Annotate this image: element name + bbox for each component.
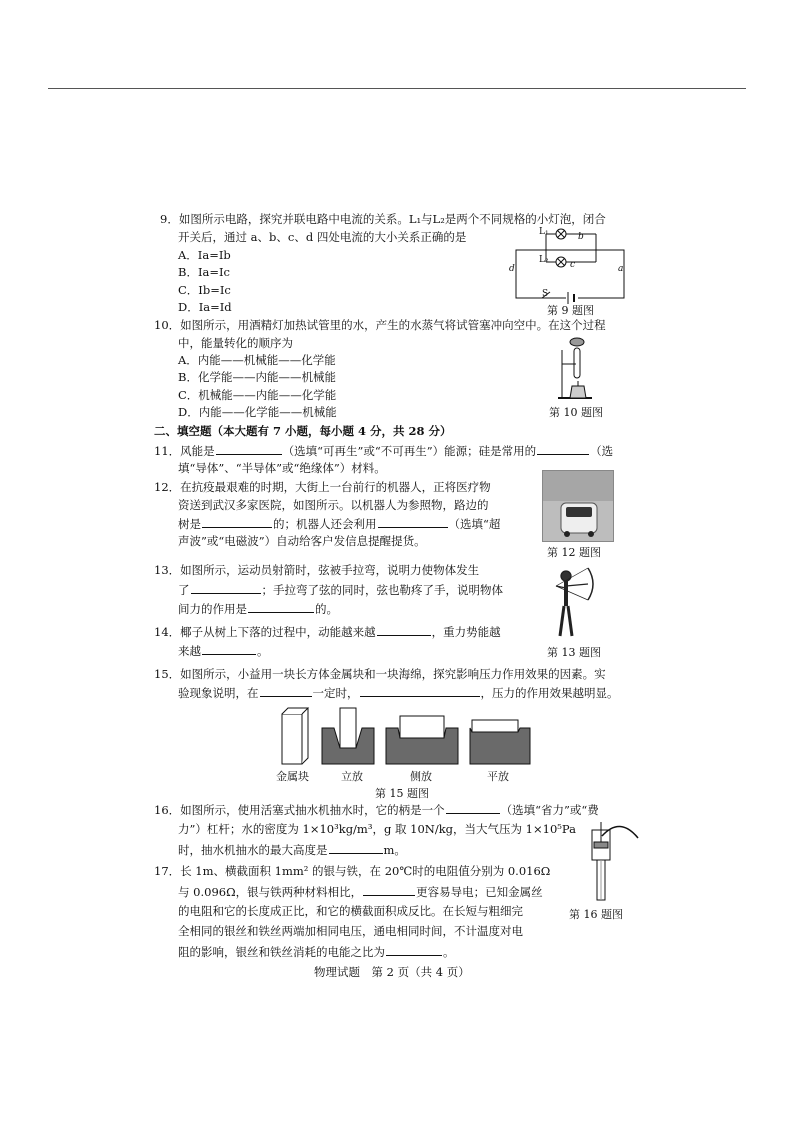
q9-label-c: c [570,260,576,270]
q9-label-s: S [542,289,549,299]
q10-option-b: B．化学能——内能——机械能 [178,370,336,384]
q16-line3: 时，抽水机抽水的最大高度是 m。 [178,843,406,857]
q15-sponge-diagram [276,704,536,766]
q16-line1: 16．如图所示，使用活塞式抽水机抽水时，它的柄是一个 （选填“省力”或“费 [154,803,599,817]
q13-archer-figure [548,566,598,640]
q12-blank-2[interactable] [378,516,448,528]
q15-label-flat: 平放 [487,770,509,783]
q15-blank-2[interactable] [360,685,480,697]
q11-line1: 11．风能是 （选填“可再生”或“不可再生”）能源；硅是常用的 （选 [154,444,614,458]
q13-caption: 第 13 题图 [547,646,601,659]
q13-line1: 13．如图所示，运动员射箭时，弦被手拉弯，说明力使物体发生 [154,563,480,577]
q11-blank-2[interactable] [537,443,589,455]
q15-blank-1[interactable] [260,685,312,697]
q17-line4: 全相同的银丝和铁丝两端加相同电压，通电相同时间，不计温度对电 [178,924,523,938]
q17-line5: 阻的影响，银丝和铁丝消耗的电能之比为 。 [178,945,455,959]
q17-line2: 与 0.096Ω，银与铁两种材料相比， 更容易导电；已知金属丝 [178,885,543,899]
page-footer: 物理试题 第 2 页（共 4 页） [314,965,470,979]
q9-line1: 9．如图所示电路，探究并联电路中电流的关系。L₁与L₂是两个不同规格的小灯泡，闭合 [160,212,606,226]
q13-blank-1[interactable] [191,582,261,594]
q16-line2: 力”）杠杆；水的密度为 1×10³kg/m³，g 取 10N/kg，当大气压为 1×10⁵Pa [178,822,576,836]
q12-line3: 树是 的；机器人还会利用 （选填“超 [178,517,501,531]
q15-label-side: 侧放 [410,770,432,783]
q9-caption: 第 9 题图 [547,304,594,317]
q13-blank-2[interactable] [248,601,314,613]
q10-line2: 中，能量转化的顺序为 [178,336,293,350]
q9-option-b: B．Ia=Ic [178,265,230,279]
q11-line2: 填“导体”、“半导体”或“绝缘体”）材料。 [178,461,386,475]
q9-label-b: b [578,232,584,242]
q16-blank-1[interactable] [446,802,500,814]
q17-line1: 17．长 1m、横截面积 1mm² 的银与铁，在 20℃时的电阻值分别为 0.016Ω [154,864,551,878]
q15-label-metal: 金属块 [276,770,309,783]
q16-pump-diagram [584,816,640,902]
q15-caption: 第 15 题图 [375,787,429,800]
q14-line2: 来越 。 [178,644,269,658]
q14-blank-1[interactable] [377,624,431,636]
q17-blank-2[interactable] [386,944,442,956]
q13-line2: 了 ；手拉弯了弦的同时，弦也勒疼了手，说明物体 [178,583,503,597]
header-rule [48,88,746,89]
q16-caption: 第 16 题图 [569,908,623,921]
q10-caption: 第 10 题图 [549,406,603,419]
q9-label-a: a [618,264,624,274]
q10-option-a: A．内能——机械能——化学能 [178,353,336,367]
q14-blank-2[interactable] [202,643,256,655]
q17-blank-1[interactable] [363,884,415,896]
q12-line2: 资送到武汉多家医院，如图所示。以机器人为参照物，路边的 [178,498,489,512]
q15-line2: 验现象说明，在 一定时， ，压力的作用效果越明显。 [178,686,619,700]
q9-label-d: d [509,264,515,274]
q12-caption: 第 12 题图 [547,546,601,559]
q13-line3: 间力的作用是 的。 [178,602,338,616]
q12-line4: 声波”或“电磁波”）自动给客户发信息提醒提货。 [178,534,426,548]
q10-line1: 10．如图所示，用酒精灯加热试管里的水，产生的水蒸气将试管塞冲向空中。在这个过程 [154,318,606,332]
q14-line1: 14．椰子从树上下落的过程中，动能越来越 ，重力势能越 [154,625,501,639]
q17-line3: 的电阻和它的长度成正比，和它的横截面积成反比。在长短与粗细完 [178,904,523,918]
q10-option-c: C．机械能——内能——化学能 [178,388,337,402]
q9-label-l2: L₂ [539,255,549,265]
q9-line2: 开关后，通过 a、b、c、d 四处电流的大小关系正确的是 [178,230,467,244]
q15-label-upright: 立放 [341,770,363,783]
q12-blank-1[interactable] [202,516,272,528]
q12-line1: 12．在抗疫最艰难的时期，大街上一台前行的机器人，正将医疗物 [154,480,491,494]
q9-label-l1: L₁ [539,227,549,237]
q16-blank-2[interactable] [329,842,383,854]
section2-title: 二、填空题（本大题有 7 小题，每小题 4 分，共 28 分） [154,424,452,438]
q11-blank-1[interactable] [216,443,282,455]
q10-test-tube-apparatus [556,336,596,402]
q10-option-d: D．内能——化学能——机械能 [178,405,337,419]
q15-line1: 15．如图所示，小益用一块长方体金属块和一块海绵，探究影响压力作用效果的因素。实 [154,667,606,681]
q12-robot-photo [542,470,614,542]
q9-option-c: C．Ib=Ic [178,283,231,297]
q9-option-a: A．Ia=Ib [178,248,231,262]
q9-option-d: D．Ia=Id [178,300,232,314]
